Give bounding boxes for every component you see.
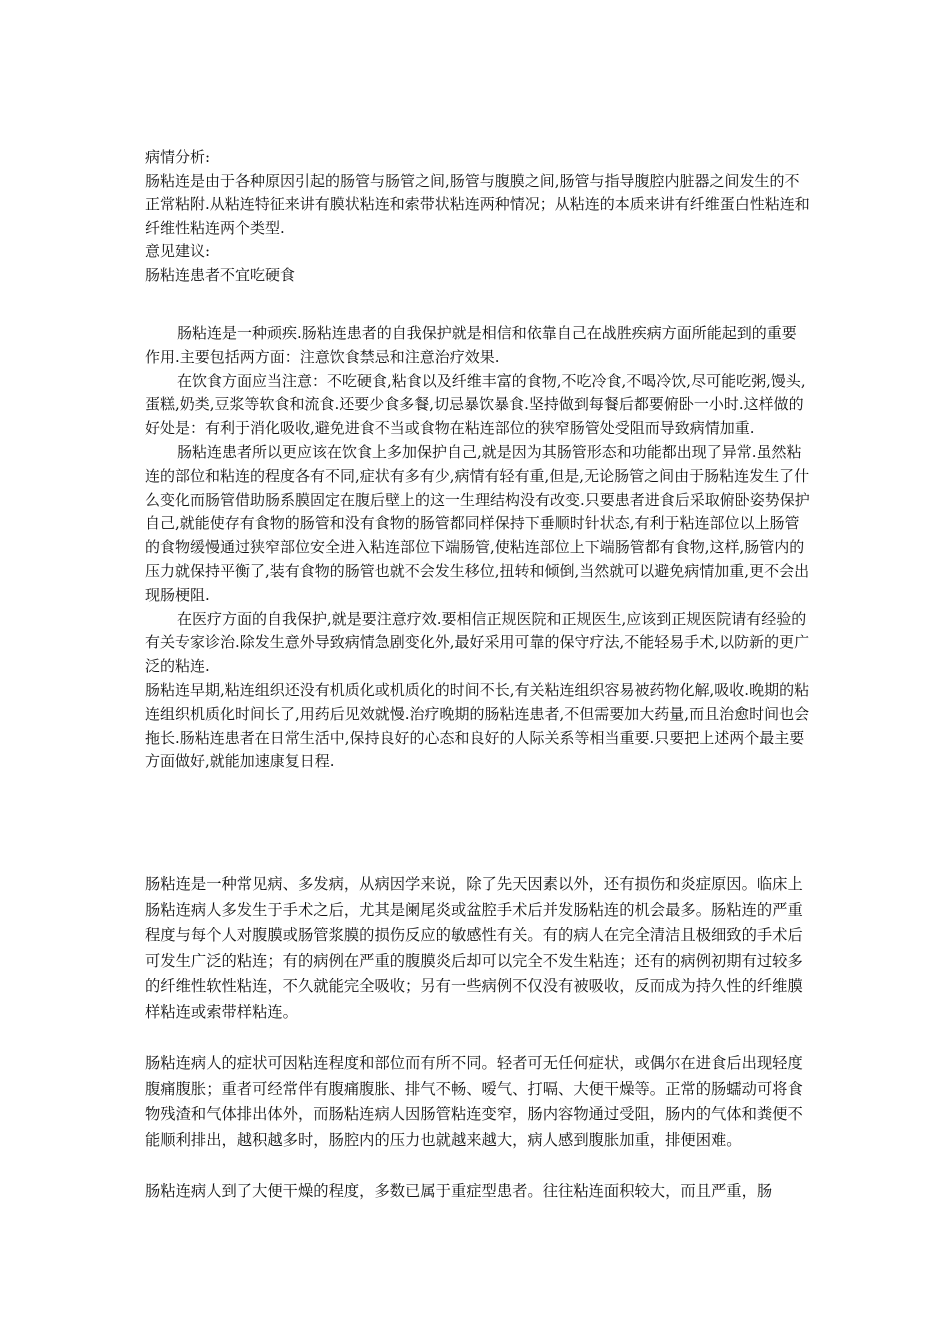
analysis-body: 肠粘连是由于各种原因引起的肠管与肠管之间,肠管与腹膜之间,肠管与指导腹腔内脏器之间发生的不正常粘附.从粘连特征来讲有膜状粘连和索带状粘连两种情况；从粘连的本质来讲有纤维蛋白性粘连和纤维性粘连两个类型. bbox=[145, 171, 810, 237]
advice-paragraph: 在饮食方面应当注意：不吃硬食,粘食以及纤维丰富的食物,不吃冷食,不喝冷饮,尽可能吃粥,馒头,蛋糕,奶类,豆浆等软食和流食.还要少食多餐,切忌暴饮暴食.坚持做到每餐后都要俯卧一小时.这样做的好处是：有利于消化吸收,避免进食不当或食物在粘连部位的狭窄肠管处受阻而导致病情加重. bbox=[145, 371, 806, 438]
article-section bbox=[145, 872, 810, 1205]
advice-title: 肠粘连患者不宜吃硬食 bbox=[145, 265, 296, 284]
article-paragraph: 肠粘连是一种常见病、多发病，从病因学来说，除了先天因素以外，还有损伤和炎症原因。临床上肠粘连病人多发生于手术之后，尤其是阑尾炎或盆腔手术后并发肠粘连的机会最多。肠粘连的严重程度与每个人对腹膜或肠管浆膜的损伤反应的敏感性有关。有的病人在完全清洁且极细致的手术后可发生广泛的粘连；有的病例在严重的腹膜炎后却可以完全不发生粘连；还有的病例初期有过较多的纤维性软性粘连，不久就能完全吸收；另有一些病例不仅没有被吸收，反而成为持久性的纤维膜样粘连或索带样粘连。 bbox=[145, 875, 803, 1021]
advice-paragraph: 肠粘连患者所以更应该在饮食上多加保护自己,就是因为其肠管形态和功能都出现了异常.虽然粘连的部位和粘连的程度各有不同,症状有多有少,病情有轻有重,但是,无论肠管之间由于肠粘连发生了什么变化而肠管借助肠系膜固定在腹后壁上的这一生理结构没有改变.只要患者进食后采取俯卧姿势保护自己,就能使存有食物的肠管和没有食物的肠管都同样保持下垂顺时针状态,有利于粘连部位以上肠管的食物缓慢通过狭窄部位安全进入粘连部位下端肠管,使粘连部位上下端肠管都有食物,这样,肠管内的压力就保持平衡了,装有食物的肠管也就不会发生移位,扭转和倾倒,当然就可以避免病情加重,更不会出现肠梗阻. bbox=[145, 442, 810, 604]
article-paragraph: 肠粘连病人到了大便干燥的程度，多数已属于重症型患者。往往粘连面积较大，而且严重，肠 bbox=[145, 1182, 773, 1200]
advice-heading: 意见建议: bbox=[145, 242, 211, 260]
advice-paragraph: 肠粘连是一种顽疾.肠粘连患者的自我保护就是相信和依靠自己在战胜疾病方面所能起到的重要作用.主要包括两方面：注意饮食禁忌和注意治疗效果. bbox=[145, 324, 797, 366]
advice-closing-paragraph: 肠粘连早期,粘连组织还没有机质化或机质化的时间不长,有关粘连组织容易被药物化解,吸收.晚期的粘连组织机质化时间长了,用药后见效就慢.治疗晚期的肠粘连患者,不但需要加大药量,而且治愈时间也会拖长.肠粘连患者在日常生活中,保持良好的心态和良好的人际关系等相当重要.只要把上述两个最主要方面做好,就能加速康复日程. bbox=[145, 680, 810, 771]
advice-section bbox=[145, 322, 810, 774]
analysis-section bbox=[145, 146, 810, 287]
article-paragraph: 肠粘连病人的症状可因粘连程度和部位而有所不同。轻者可无任何症状，或偶尔在进食后出现轻度腹痛腹胀；重者可经常伴有腹痛腹胀、排气不畅、嗳气、打嗝、大便干燥等。正常的肠蠕动可将食物残渣和气体排出体外，而肠粘连病人因肠管粘连变窄，肠内容物通过受阻，肠内的气体和粪便不能顺利排出，越积越多时，肠腔内的压力也就越来越大，病人感到腹胀加重，排便困难。 bbox=[145, 1054, 803, 1149]
analysis-heading: 病情分析: bbox=[145, 148, 211, 166]
advice-paragraph: 在医疗方面的自我保护,就是要注意疗效.要相信正规医院和正规医生,应该到正规医院请有经验的有关专家诊治.除发生意外导致病情急剧变化外,最好采用可靠的保守疗法,不能轻易手术,以防新的更广泛的粘连. bbox=[145, 609, 810, 676]
